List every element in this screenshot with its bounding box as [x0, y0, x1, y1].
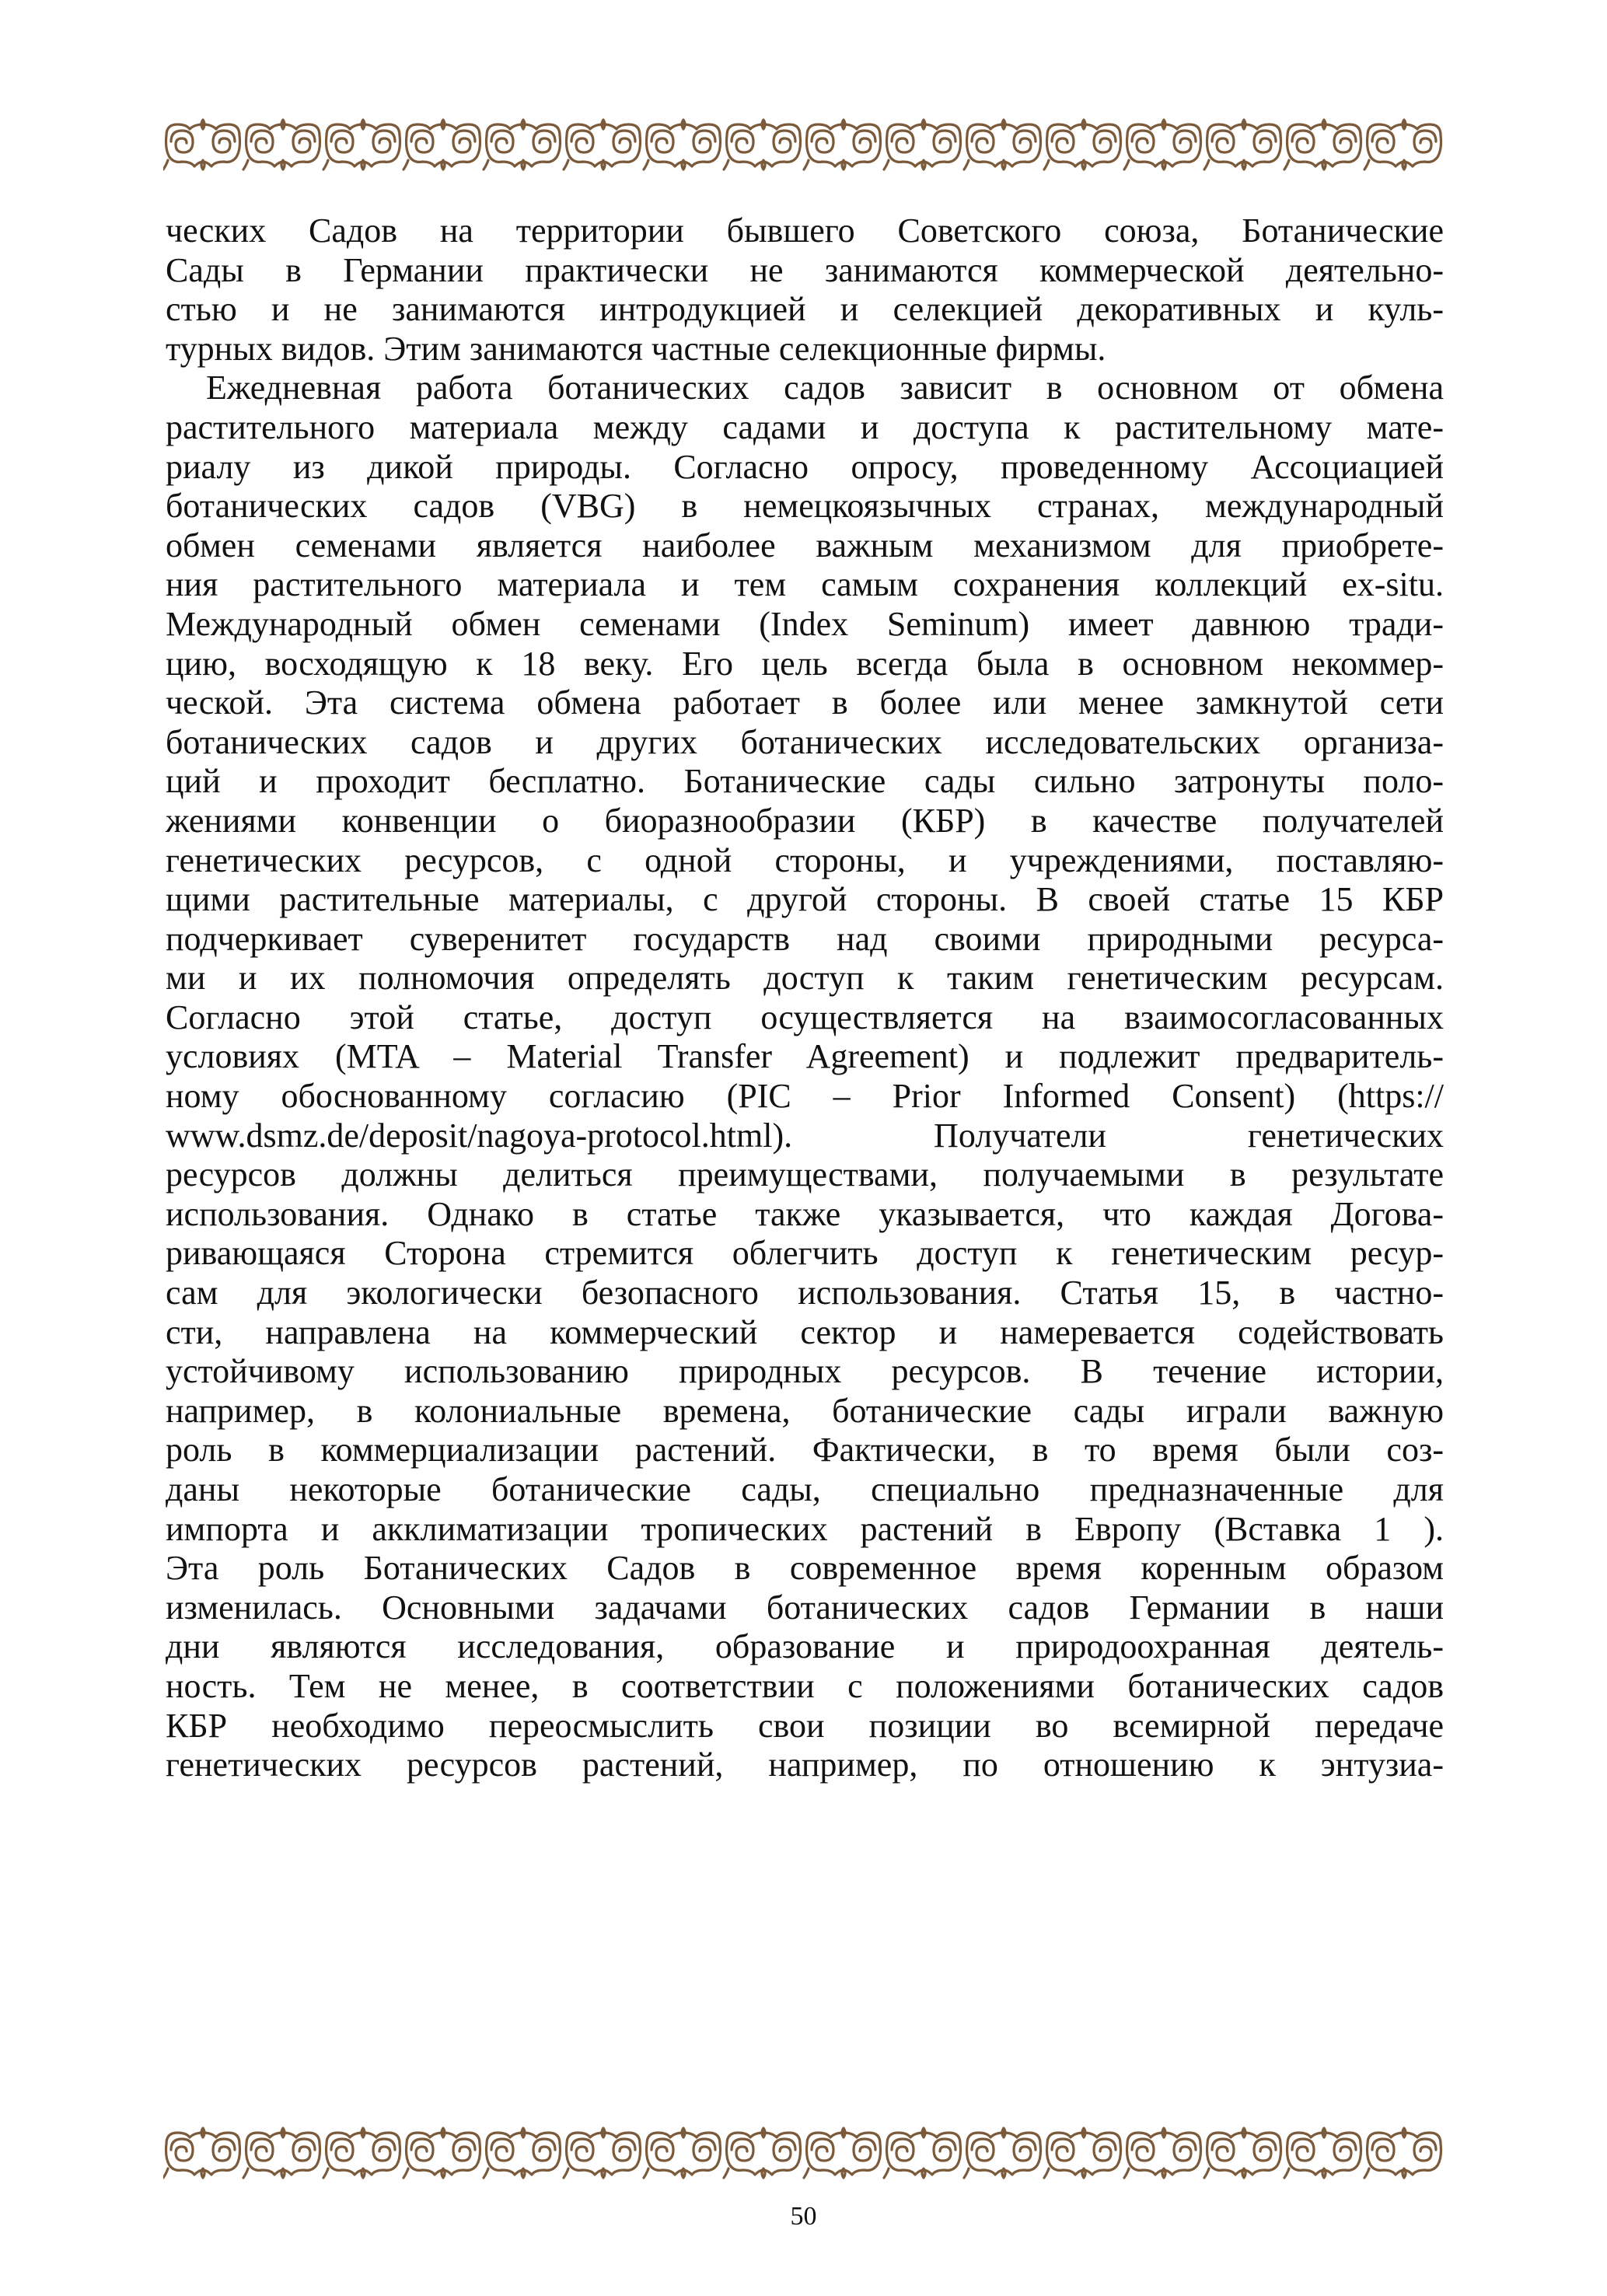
text-line: ций и проходит бесплатно. Ботанические сады сильно затронуты поло- [166, 762, 1444, 801]
text-line: даны некоторые ботанические сады, специально предназначенные для [166, 1470, 1444, 1508]
decorative-ornament-border-top [163, 118, 1445, 173]
text-line: ному обоснованному согласию (PIC – Prior Informed Consent) (https:// [166, 1077, 1444, 1116]
paragraph-2 [166, 369, 1444, 1784]
text-line: www.dsmz.de/deposit/nagoya-protocol.html). Получатели генетических [166, 1116, 1444, 1155]
page-number: 50 [790, 2202, 817, 2231]
text-line: использования. Однако в статье также указывается, что каждая Догова- [166, 1194, 1444, 1233]
text-line: ческой. Эта система обмена работает в более или менее замкнутой сети [166, 683, 1444, 722]
text-line: ботанических садов и других ботанических исследовательских организа- [166, 722, 1444, 761]
text-line: обмен семенами является наиболее важным механизмом для приобрете- [166, 526, 1444, 564]
text-line: изменилась. Основными задачами ботанических садов Германии в наши [166, 1588, 1444, 1627]
text-line: щими растительные материалы, с другой стороны. В своей статье 15 КБР [166, 880, 1444, 919]
text-line: ресурсов должны делиться преимуществами, получаемыми в результате [166, 1155, 1444, 1194]
text-line: ния растительного материала и тем самым сохранения коллекций ex-situ. [166, 565, 1444, 604]
text-line: Международный обмен семенами (Index Seminum) имеет давнюю тради- [166, 604, 1444, 643]
text-line: сам для экологически безопасного использования. Статья 15, в частно- [166, 1274, 1444, 1312]
text-line: устойчивому использованию природных ресурсов. В течение истории, [166, 1352, 1444, 1391]
text-line: КБР необходимо переосмыслить свои позиции во всемирной передаче [166, 1706, 1444, 1745]
text-line: Согласно этой статье, доступ осуществляется на взаимосогласованных [166, 998, 1444, 1036]
text-line: роль в коммерциализации растений. Фактически, в то время были соз- [166, 1431, 1444, 1470]
text-line: импорта и акклиматизации тропических растений в Европу (Вставка 1 ). [166, 1509, 1444, 1548]
text-line: ривающаяся Сторона стремится облегчить доступ к генетическим ресур- [166, 1234, 1444, 1273]
text-line: Сады в Германии практически не занимаются коммерческой деятельно- [166, 250, 1444, 289]
text-line: турных видов. Этим занимаются частные селекционные фирмы. [166, 329, 1106, 368]
text-line: стью и не занимаются интродукцией и селекцией декоративных и куль- [166, 290, 1444, 329]
paragraph-1 [166, 211, 1444, 369]
text-line: риалу из дикой природы. Согласно опросу, проведенному Ассоциацией [166, 447, 1444, 486]
text-line: Ежедневная работа ботанических садов зависит в основном от обмена [206, 369, 1444, 407]
text-line: ность. Тем не менее, в соответствии с положениями ботанических садов [166, 1666, 1444, 1705]
text-line: сти, направлена на коммерческий сектор и намеревается содействовать [166, 1312, 1444, 1351]
text-line: подчеркивает суверенитет государств над своими природными ресурса- [166, 919, 1444, 958]
decorative-ornament-border-bottom [163, 2127, 1445, 2181]
body-text [166, 211, 1444, 1785]
text-line: генетических ресурсов, с одной стороны, и учреждениями, поставляю- [166, 840, 1444, 879]
text-line: растительного материала между садами и доступа к растительному мате- [166, 407, 1444, 446]
text-line: дни являются исследования, образование и природоохранная деятель- [166, 1627, 1444, 1666]
text-line: Эта роль Ботанических Садов в современное время коренным образом [166, 1549, 1444, 1588]
text-line: генетических ресурсов растений, например, по отношению к энтузиа- [166, 1746, 1444, 1784]
text-line: например, в колониальные времена, ботанические сады играли важную [166, 1391, 1444, 1430]
text-line: жениями конвенции о биоразнообразии (КБР) в качестве получателей [166, 801, 1444, 840]
text-line: ческих Садов на территории бывшего Советского союза, Ботанические [166, 211, 1444, 250]
text-line: ботанических садов (VBG) в немецкоязычных странах, международный [166, 487, 1444, 526]
text-line: цию, восходящую к 18 веку. Его цель всегда была в основном некоммер- [166, 644, 1444, 683]
text-line: условиях (MTA – Material Transfer Agreement) и подлежит предваритель- [166, 1037, 1444, 1076]
text-line: ми и их полномочия определять доступ к таким генетическим ресурсам. [166, 959, 1444, 998]
